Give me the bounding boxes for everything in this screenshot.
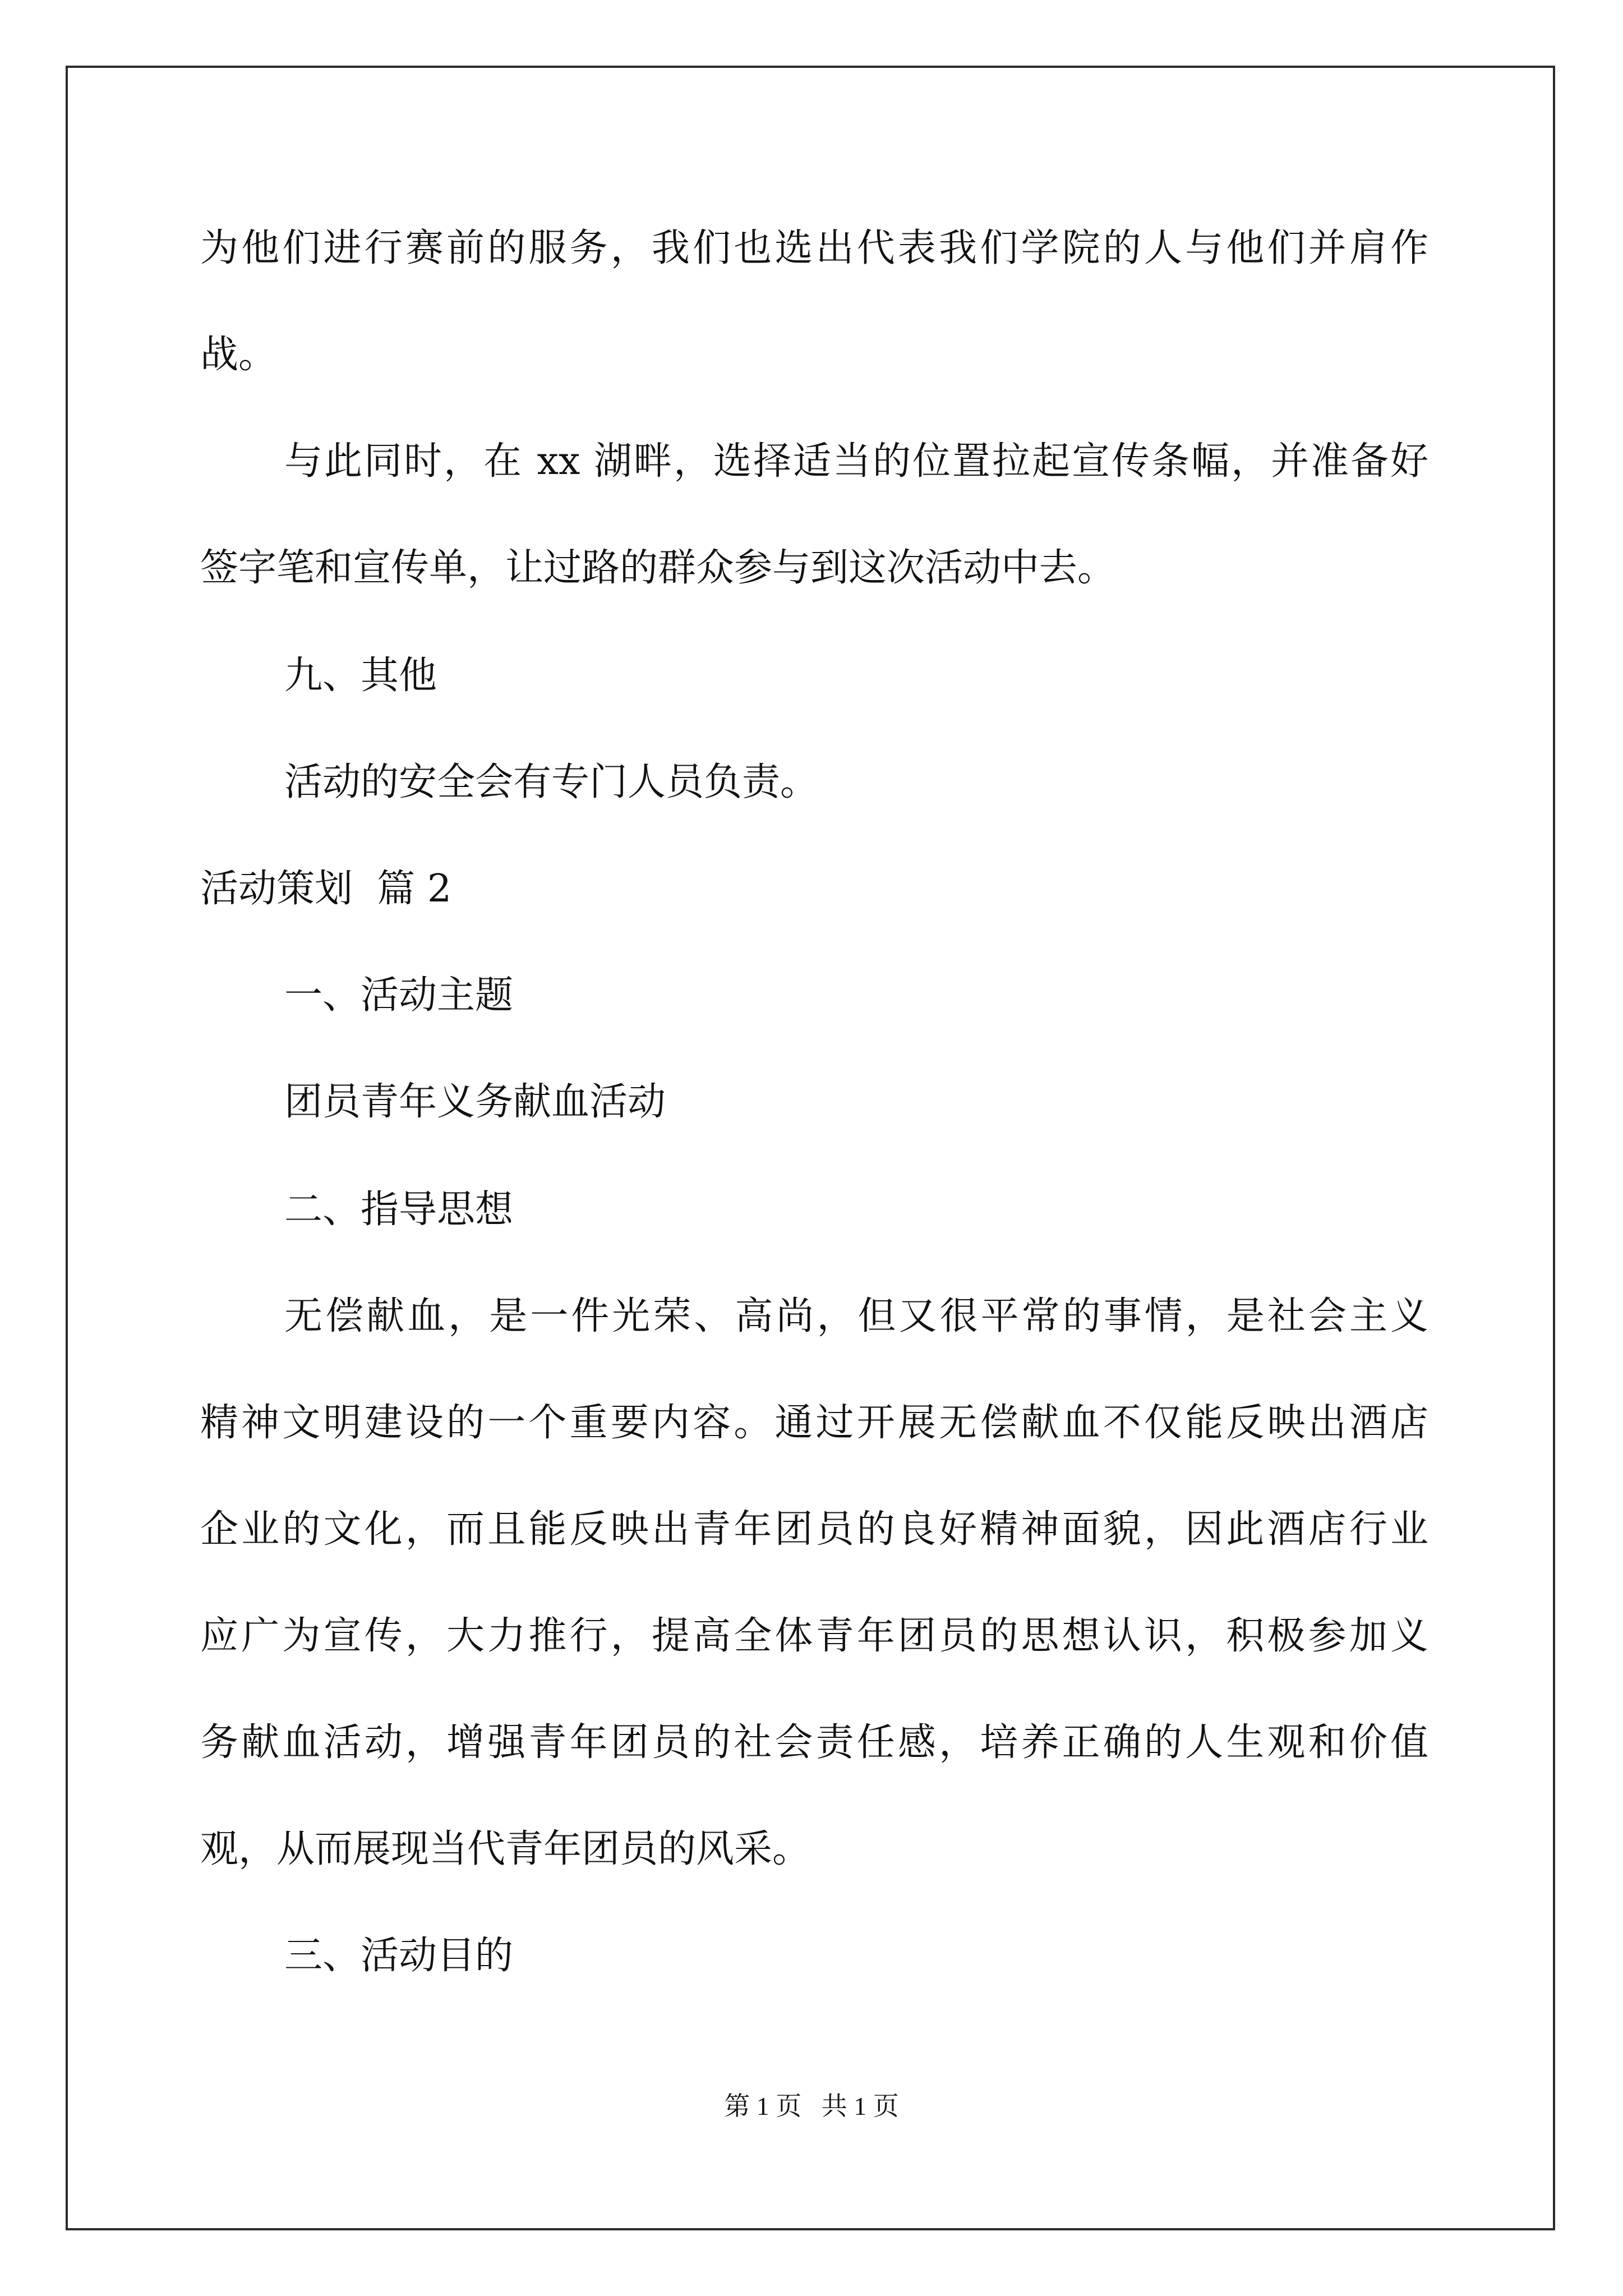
paragraph-line: 务献血活动，增强青年团员的社会责任感，培养正确的人生观和价值 <box>200 1720 1428 1765</box>
document-section-title: 活动策划 篇 2 <box>200 867 452 911</box>
paragraph-line: 战。 <box>200 333 277 377</box>
paragraph-line: 无偿献血，是一件光荣、高尚，但又很平常的事情，是社会主义 <box>284 1294 1428 1338</box>
page-number: 第 1 页 <box>724 2092 802 2120</box>
paragraph-line: 精神文明建设的一个重要内容。通过开展无偿献血不仅能反映出酒店 <box>200 1401 1428 1445</box>
paragraph-line: 团员青年义务献血活动 <box>284 1080 666 1124</box>
section-heading: 一、活动主题 <box>284 973 514 1018</box>
section-heading: 三、活动目的 <box>284 1934 514 1978</box>
section-heading: 二、指导思想 <box>284 1188 514 1232</box>
paragraph-line: 与此同时，在 xx 湖畔，选择适当的位置拉起宣传条幅，并准备好 <box>284 439 1428 484</box>
paragraph-line: 为他们进行赛前的服务，我们也选出代表我们学院的人与他们并肩作 <box>200 226 1428 270</box>
paragraph-line: 应广为宣传，大力推行，提高全体青年团员的思想认识，积极参加义 <box>200 1614 1428 1658</box>
paragraph-line: 企业的文化，而且能反映出青年团员的良好精神面貌，因此酒店行业 <box>200 1507 1428 1552</box>
page-border <box>66 66 1555 2230</box>
paragraph-line: 签字笔和宣传单，让过路的群众参与到这次活动中去。 <box>200 546 1116 590</box>
paragraph-line: 活动的安全会有专门人员负责。 <box>284 760 819 804</box>
page-total: 共 1 页 <box>821 2092 899 2120</box>
paragraph-line: 观，从而展现当代青年团员的风采。 <box>200 1827 811 1871</box>
page-footer <box>0 2090 1623 2123</box>
section-heading: 九、其他 <box>284 654 437 698</box>
